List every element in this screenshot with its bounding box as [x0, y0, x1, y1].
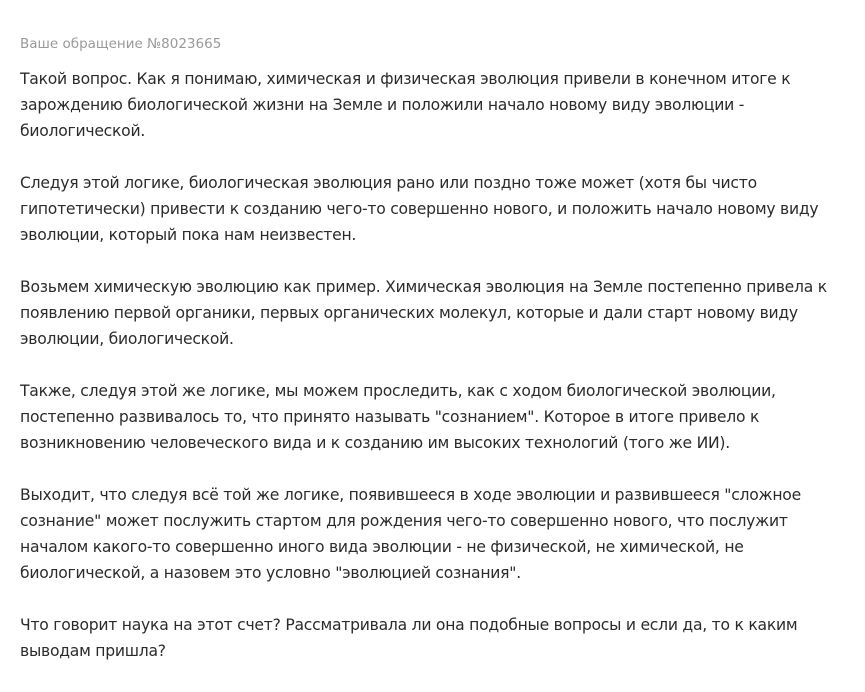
paragraph: Возьмем химическую эволюцию как пример. Химическая эволюция на Земле постепенно привела к появлению первой органики, первых органических молекул, которые и дали старт новому виду эволюции, биологической. [20, 278, 827, 348]
paragraph: Такой вопрос. Как я понимаю, химическая и физическая эволюция привели в конечном итоге к зарождению биологической жизни на Земле и положили начало новому виду эволюции - биологической. [20, 70, 791, 140]
paragraph: Что говорит наука на этот счет? Рассматривала ли она подобные вопросы и если да, то к каким выводам пришла? [20, 616, 798, 660]
paragraph: Следуя этой логике, биологическая эволюция рано или поздно тоже может (хотя бы чисто гипотетически) привести к созданию чего-то совершенно нового, и положить начало новому виду эволюции, который пока нам неизвестен. [20, 174, 819, 244]
request-body [20, 66, 850, 664]
paragraph: Также, следуя этой же логике, мы можем проследить, как с ходом биологической эволюции, постепенно развивалось то, что принято называть "сознанием". Которое в итоге привело к возникновению человеческого вида и к созданию им высоких технологий (того же ИИ). [20, 382, 776, 452]
request-number: Ваше обращение №8023665 [20, 36, 222, 52]
paragraph: Выходит, что следуя всё той же логике, появившееся в ходе эволюции и развившееся "сложное сознание" может послужить стартом для рождения чего-то совершенно нового, что послужит началом какого-то совершенно иного вида эволюции - не физической, не химической, не биологической, а назовем это условно "эволюцией сознания". [20, 486, 801, 582]
request-card [20, 34, 850, 664]
